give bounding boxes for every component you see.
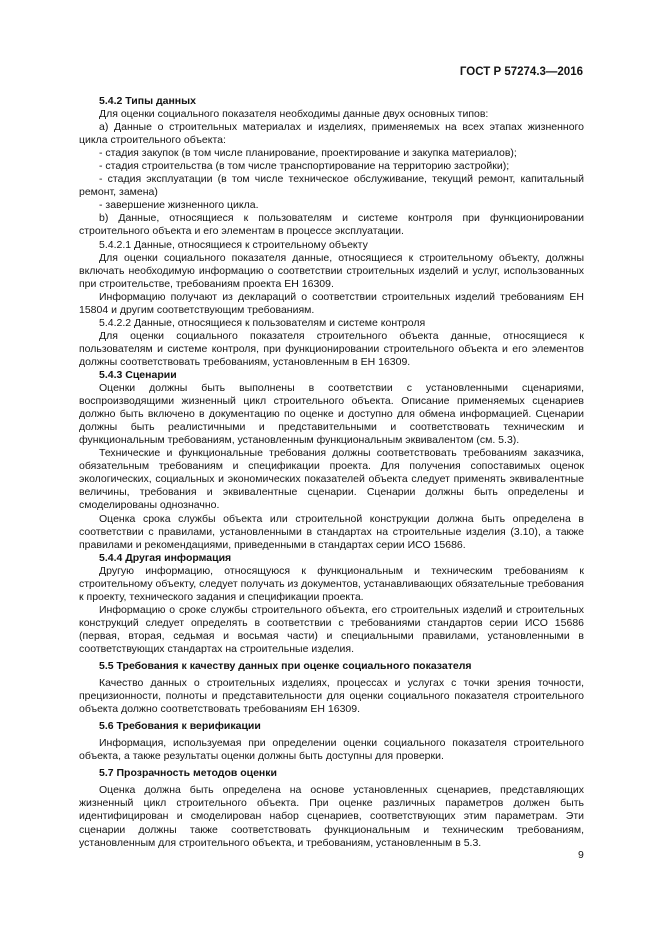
section-heading-5-5: 5.5 Требования к качеству данных при оценке социального показателя bbox=[99, 660, 472, 673]
paragraph: Оценка должна быть определена на основе установленных сценариев, представляющих жизненный цикл строительного объекта. При оценке различных параметров должен быть идентифицирован и смоделирован набор сценариев, соответствующих этим параметрам. Эти сценарии должны также соответствовать функциональным и техническим требованиям, установленным для строительного объекта, и требованиям, установленным в 5.3. bbox=[79, 784, 584, 849]
paragraph: Информация, используемая при определении оценки социального показателя строительного объекта, а также результаты оценки должны быть доступны для проверки. bbox=[79, 737, 584, 763]
clause-title-5-4-2-2: 5.4.2.2 Данные, относящиеся к пользователям и системе контроля bbox=[99, 316, 426, 329]
paragraph: Другую информацию, относящуюся к функциональным и техническим требованиям к строительному объекту, следует получать из документов, устанавливающих обязательные требования к проекту, технического задания и спецификации проекта. bbox=[79, 564, 584, 603]
section-heading-5-7: 5.7 Прозрачность методов оценки bbox=[99, 767, 277, 780]
list-item-dash: - стадия эксплуатации (в том числе техническое обслуживание, текущий ремонт, капитальный ремонт, замена) bbox=[79, 173, 584, 199]
document-header-title: ГОСТ Р 57274.3—2016 bbox=[459, 66, 583, 78]
paragraph: Информацию о сроке службы строительного объекта, его строительных изделий и строительных конструкций следует определять в соответствии с требованиями стандартов серии ИСО 15686 (первая, вторая, седьмая и восьмая части) и специальными правилами, установленными в соответствующих стандартах на строительные изделия. bbox=[79, 603, 584, 655]
paragraph: Технические и функциональные требования должны соответствовать требованиям заказчика, обязательным требованиям и спецификации проекта. Для получения сопоставимых оценок экологических, социальных и экономических показателей объекта следует применять эквивалентные величины, требования и эквивалентные сценарии. Сценарии должны быть определены и смоделированы однозначно. bbox=[79, 447, 584, 512]
paragraph: Качество данных о строительных изделиях, процессах и услугах с точки зрения точности, прецизионности, полноты и представительности для оценки социального показателя строительного объекта должно соответствовать требованиям ЕН 16309. bbox=[79, 677, 584, 716]
list-item-dash: - завершение жизненного цикла. bbox=[99, 199, 259, 212]
section-heading-5-6: 5.6 Требования к верификации bbox=[99, 720, 261, 733]
paragraph: Оценка срока службы объекта или строительной конструкции должна быть определена в соответствии с правилами, установленными в стандартах на строительные изделия (3.10), а также правилами и рекомендациями, приведенными в стандартах серии ИСО 15686. bbox=[79, 512, 584, 551]
subsection-heading-5-4-4: 5.4.4 Другая информация bbox=[99, 551, 232, 564]
list-item-dash: - стадия закупок (в том числе планирование, проектирование и закупка материалов); bbox=[99, 147, 517, 160]
paragraph: Для оценки социального показателя строительного объекта данные, относящиеся к пользователям и системе контроля, при функционировании строительного объекта и его элементов должны соответствовать требованиям, установленным в ЕН 16309. bbox=[79, 329, 584, 368]
document-body bbox=[79, 95, 584, 850]
paragraph: Для оценки социального показателя данные, относящиеся к строительному объекту, должны включать необходимую информацию о соответствии строительных изделий и услуг, использованных при строительстве, требованиям проекта ЕН 16309. bbox=[79, 251, 584, 290]
page-number: 9 bbox=[578, 849, 584, 861]
clause-title-5-4-2-1: 5.4.2.1 Данные, относящиеся к строительному объекту bbox=[99, 238, 368, 251]
subsection-heading-5-4-3: 5.4.3 Сценарии bbox=[99, 368, 177, 381]
list-item-dash: - стадия строительства (в том числе транспортирование на территорию застройки); bbox=[99, 160, 510, 173]
paragraph: Для оценки социального показателя необходимы данные двух основных типов: bbox=[99, 108, 489, 121]
list-item-a: a) Данные о строительных материалах и изделиях, применяемых на всех этапах жизненного цикла строительного объекта: bbox=[79, 121, 584, 147]
paragraph: Оценки должны быть выполнены в соответствии с установленными сценариями, воспроизводящими жизненный цикл строительного объекта. Описание применяемых сценариев должно быть включено в документацию по оценке и доступно для обмена информацией. Сценарии должны быть реалистичными и представительными и соответствовать техническим и функциональным требованиям, установленным функциональным эквивалентом (см. 5.3). bbox=[79, 382, 584, 447]
list-item-b: b) Данные, относящиеся к пользователям и системе контроля при функционировании строительного объекта и его элементам в процессе эксплуатации. bbox=[79, 212, 584, 238]
subsection-heading-5-4-2: 5.4.2 Типы данных bbox=[99, 95, 196, 107]
paragraph: Информацию получают из деклараций о соответствии строительных изделий требованиям ЕН 15804 и другим соответствующим требованиям. bbox=[79, 290, 584, 316]
